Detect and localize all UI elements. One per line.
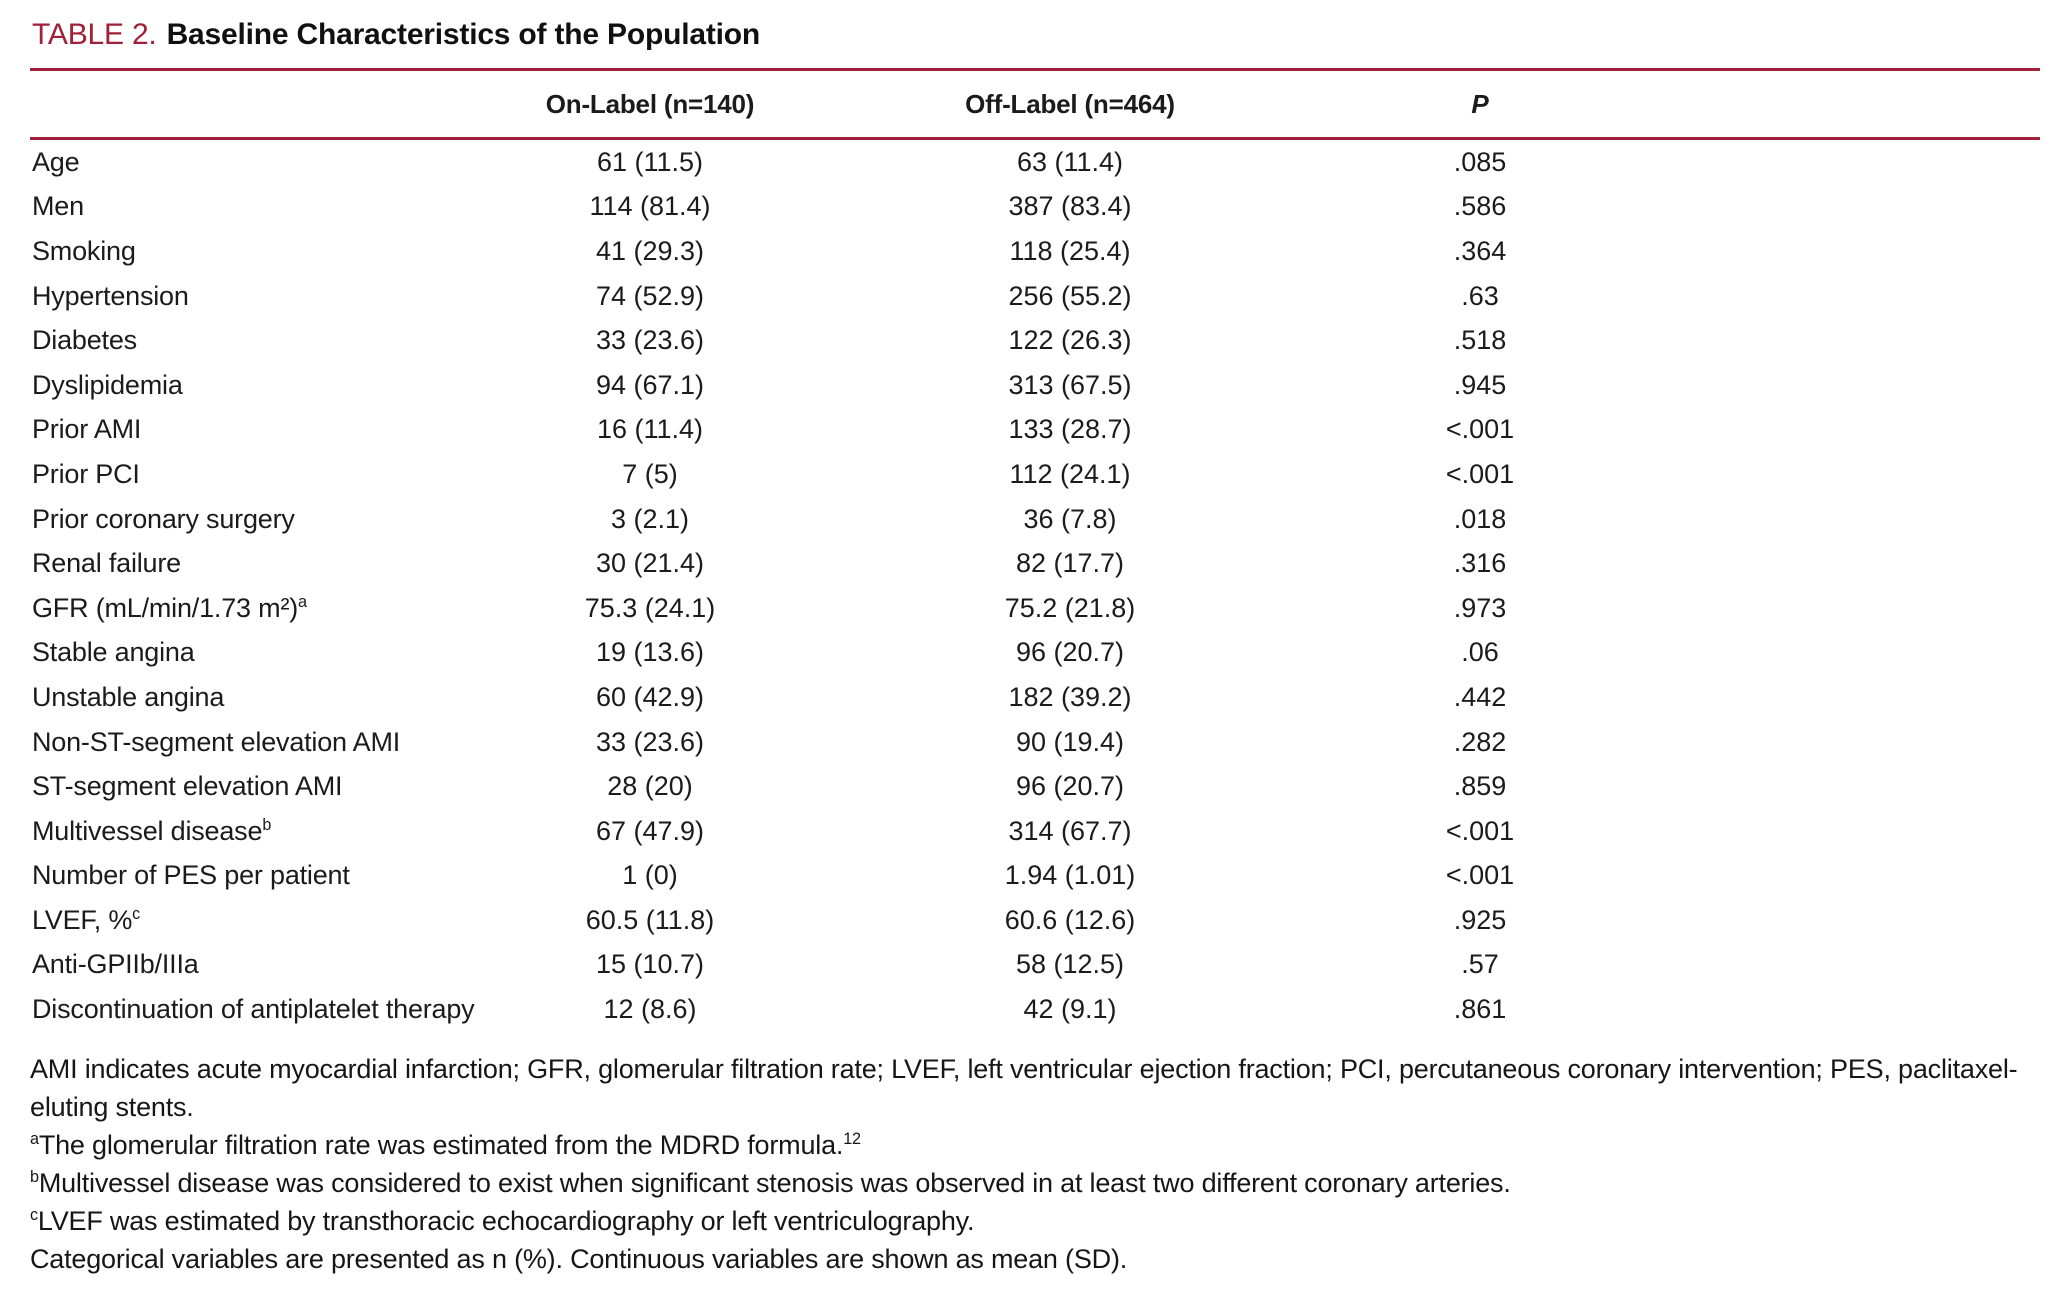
row-label-text: Stable angina xyxy=(32,637,195,668)
on-label-value: 15 (10.7) xyxy=(595,949,705,980)
row-label-text: Prior PCI xyxy=(32,458,140,489)
table-row xyxy=(30,854,2040,899)
page-title xyxy=(32,18,2040,52)
row-label xyxy=(30,370,500,401)
row-label-text: Dyslipidemia xyxy=(32,369,183,400)
row-label xyxy=(30,905,500,936)
footnotes xyxy=(30,1050,2040,1278)
table-row xyxy=(30,229,2040,274)
table-row xyxy=(30,720,2040,765)
table-row xyxy=(30,274,2040,319)
p-value: <.001 xyxy=(1445,458,1515,489)
table-row xyxy=(30,987,2040,1032)
table-row xyxy=(30,943,2040,988)
on-label-value: 60 (42.9) xyxy=(595,681,705,712)
p-value: .945 xyxy=(1453,369,1507,400)
p-value: .57 xyxy=(1461,949,1499,980)
row-label xyxy=(30,949,500,980)
row-label-text: Prior coronary surgery xyxy=(32,503,295,534)
table-row xyxy=(30,363,2040,408)
row-label-text: ST-segment elevation AMI xyxy=(32,771,343,802)
table-row xyxy=(30,764,2040,809)
off-label-value: 313 (67.5) xyxy=(1008,369,1132,400)
p-value: .63 xyxy=(1461,280,1499,311)
row-label-text: Renal failure xyxy=(32,548,181,579)
on-label-value: 60.5 (11.8) xyxy=(585,904,715,935)
row-label-text: Prior AMI xyxy=(32,414,142,445)
on-label-value: 94 (67.1) xyxy=(595,369,705,400)
table-row xyxy=(30,140,2040,185)
p-value: .282 xyxy=(1453,726,1507,757)
off-label-value: 96 (20.7) xyxy=(1015,637,1125,668)
row-label-superscript: c xyxy=(132,904,141,923)
row-label xyxy=(30,771,500,802)
row-label xyxy=(30,548,500,579)
off-label-value: 112 (24.1) xyxy=(1009,458,1131,489)
on-label-value: 75.3 (24.1) xyxy=(584,592,716,623)
row-label xyxy=(30,816,500,847)
table-row xyxy=(30,586,2040,631)
on-label-value: 19 (13.6) xyxy=(595,637,705,668)
table-row xyxy=(30,675,2040,720)
row-label xyxy=(30,281,500,312)
table-row xyxy=(30,318,2040,363)
off-label-value: 75.2 (21.8) xyxy=(1004,592,1136,623)
p-value: .442 xyxy=(1453,681,1507,712)
footnote-text: Multivessel disease was considered to exist when significant stenosis was observed in at least two different coronary arteries. xyxy=(38,1167,1511,1198)
table-header-row xyxy=(30,71,2040,137)
table-row xyxy=(30,898,2040,943)
on-label-value: 33 (23.6) xyxy=(595,325,705,356)
off-label-value: 63 (11.4) xyxy=(1016,146,1124,177)
p-value: <.001 xyxy=(1445,815,1515,846)
footnote-marker: c xyxy=(30,1205,38,1224)
table-row xyxy=(30,541,2040,586)
row-label xyxy=(30,236,500,267)
p-value: .06 xyxy=(1461,637,1499,668)
p-value: <.001 xyxy=(1445,414,1515,445)
row-label xyxy=(30,459,500,490)
off-label-value: 122 (26.3) xyxy=(1008,325,1132,356)
row-label xyxy=(30,147,500,178)
off-label-value: 387 (83.4) xyxy=(1008,191,1132,222)
row-label-text: Anti-GPIIb/IIIa xyxy=(32,949,199,980)
footnote-line xyxy=(30,1050,2040,1126)
table-row xyxy=(30,631,2040,676)
row-label-text: Age xyxy=(32,146,80,177)
table-number: TABLE 2. xyxy=(32,18,157,51)
footnote-line xyxy=(30,1202,2040,1240)
row-label xyxy=(30,682,500,713)
row-label-text: Number of PES per patient xyxy=(32,860,350,891)
row-label xyxy=(30,994,500,1025)
on-label-value: 3 (2.1) xyxy=(610,503,690,534)
row-label xyxy=(30,637,500,668)
footnote-line xyxy=(30,1126,2040,1164)
p-value: .859 xyxy=(1453,771,1507,802)
off-label-value: 1.94 (1.01) xyxy=(1004,860,1136,891)
off-label-value: 182 (39.2) xyxy=(1008,681,1132,712)
off-label-value: 60.6 (12.6) xyxy=(1004,904,1136,935)
p-value: .973 xyxy=(1453,592,1507,623)
off-label-value: 118 (25.4) xyxy=(1009,235,1131,266)
row-label-superscript: b xyxy=(262,815,272,834)
table-row xyxy=(30,185,2040,230)
column-header-on-label: On-Label (n=140) xyxy=(545,88,755,119)
p-value: .085 xyxy=(1453,146,1507,177)
footnote-marker: a xyxy=(30,1129,39,1148)
row-label-text: Multivessel disease xyxy=(32,815,263,846)
footnote-reference: 12 xyxy=(843,1129,861,1148)
p-value: <.001 xyxy=(1445,860,1515,891)
off-label-value: 90 (19.4) xyxy=(1015,726,1125,757)
footnote-text: AMI indicates acute myocardial infarction; GFR, glomerular filtration rate; LVEF, left ventricular ejection fraction; PCI, percutaneous coronary intervention; PES, paclitaxel-eluting stents. xyxy=(30,1053,2018,1122)
row-label-text: Smoking xyxy=(32,235,136,266)
footnote-text: LVEF was estimated by transthoracic echocardiography or left ventriculography. xyxy=(37,1205,975,1236)
on-label-value: 114 (81.4) xyxy=(589,191,711,222)
off-label-value: 82 (17.7) xyxy=(1015,548,1125,579)
row-label-text: Hypertension xyxy=(32,280,189,311)
on-label-value: 16 (11.4) xyxy=(596,414,704,445)
row-label xyxy=(30,593,500,624)
footnote-text: Categorical variables are presented as n (%). Continuous variables are shown as mean (SD). xyxy=(30,1243,1128,1274)
off-label-value: 133 (28.7) xyxy=(1008,414,1132,445)
row-label-text: Discontinuation of antiplatelet therapy xyxy=(32,994,475,1025)
p-value: .925 xyxy=(1453,904,1507,935)
p-value: .518 xyxy=(1453,325,1507,356)
row-label-text: Unstable angina xyxy=(32,681,225,712)
off-label-value: 314 (67.7) xyxy=(1008,815,1132,846)
row-label-text: Men xyxy=(32,191,84,222)
on-label-value: 1 (0) xyxy=(622,860,678,891)
on-label-value: 74 (52.9) xyxy=(595,280,705,311)
table-row xyxy=(30,452,2040,497)
p-value: .586 xyxy=(1453,191,1507,222)
on-label-value: 12 (8.6) xyxy=(603,994,697,1025)
off-label-value: 58 (12.5) xyxy=(1015,949,1125,980)
off-label-value: 256 (55.2) xyxy=(1008,280,1132,311)
column-header-off-label: Off-Label (n=464) xyxy=(965,88,1175,119)
row-label xyxy=(30,504,500,535)
p-value: .861 xyxy=(1453,994,1507,1025)
row-label-text: GFR (mL/min/1.73 m²) xyxy=(32,592,299,623)
on-label-value: 28 (20) xyxy=(607,771,693,802)
table-row xyxy=(30,408,2040,453)
table-row xyxy=(30,809,2040,854)
footnote-marker: b xyxy=(30,1167,39,1186)
row-label xyxy=(30,414,500,445)
footnote-line xyxy=(30,1164,2040,1202)
row-label-text: LVEF, % xyxy=(32,904,133,935)
off-label-value: 42 (9.1) xyxy=(1023,994,1117,1025)
p-value: .364 xyxy=(1453,235,1507,266)
p-value: .316 xyxy=(1453,548,1507,579)
on-label-value: 33 (23.6) xyxy=(595,726,705,757)
on-label-value: 67 (47.9) xyxy=(595,815,705,846)
table-title: Baseline Characteristics of the Population xyxy=(166,18,760,51)
footnote-text: The glomerular filtration rate was estimated from the MDRD formula. xyxy=(38,1129,844,1160)
row-label-text: Non-ST-segment elevation AMI xyxy=(32,726,401,757)
row-label xyxy=(30,325,500,356)
on-label-value: 61 (11.5) xyxy=(596,146,704,177)
off-label-value: 36 (7.8) xyxy=(1023,503,1117,534)
on-label-value: 30 (21.4) xyxy=(595,548,705,579)
row-label-text: Diabetes xyxy=(32,325,137,356)
column-header-p: P xyxy=(1471,88,1489,119)
row-label xyxy=(30,860,500,891)
row-label xyxy=(30,191,500,222)
p-value: .018 xyxy=(1453,503,1507,534)
off-label-value: 96 (20.7) xyxy=(1015,771,1125,802)
table-row xyxy=(30,497,2040,542)
table-body xyxy=(30,140,2040,1032)
row-label xyxy=(30,727,500,758)
on-label-value: 7 (5) xyxy=(622,458,678,489)
on-label-value: 41 (29.3) xyxy=(595,235,705,266)
footnote-line xyxy=(30,1240,2040,1278)
row-label-superscript: a xyxy=(298,592,307,611)
